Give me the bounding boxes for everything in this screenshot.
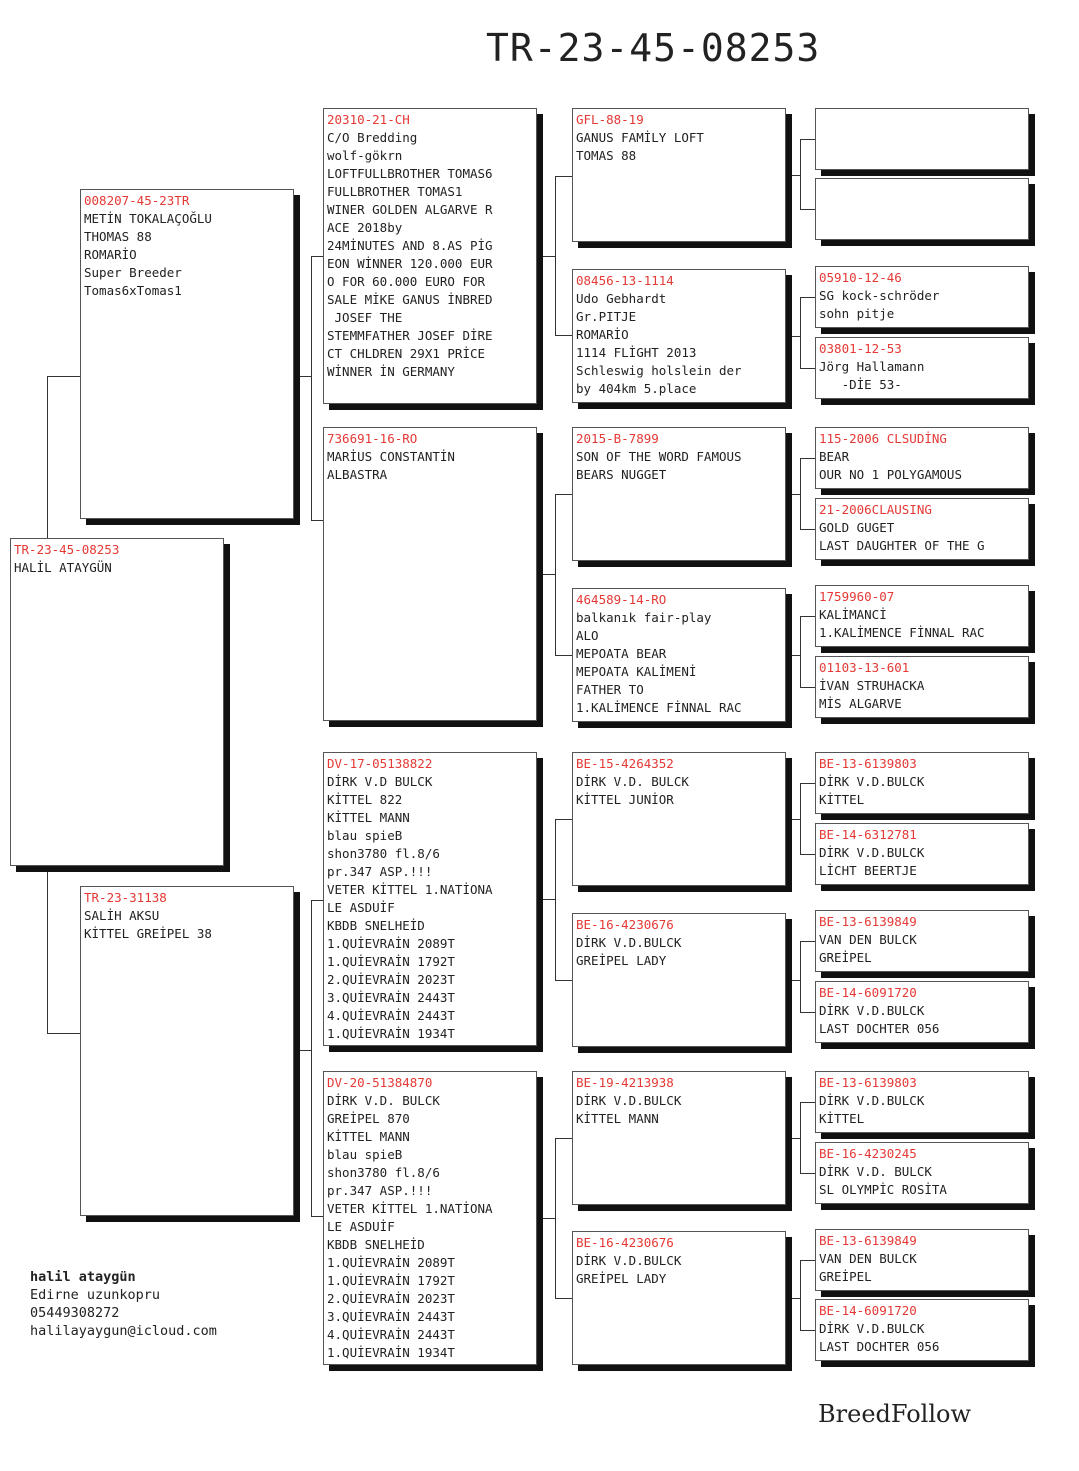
pedigree-card-dam-sire[interactable] xyxy=(323,752,537,1046)
pedigree-line: KİTTEL xyxy=(819,792,865,807)
connector-line xyxy=(800,529,815,530)
pedigree-line: FULLBROTHER TOMAS1 xyxy=(327,184,463,199)
pedigree-line: METİN TOKALAÇOĞLU xyxy=(84,211,212,226)
pedigree-line: EON WİNNER 120.000 EUR xyxy=(327,256,493,271)
pedigree-card-dam-sire-sire[interactable] xyxy=(572,752,786,886)
pedigree-line: 3.QUİEVRAİN 2443T xyxy=(327,1309,455,1324)
pedigree-line: C/O Bredding xyxy=(327,130,418,145)
connector-line xyxy=(555,655,572,656)
pedigree-line: KALİMANCİ xyxy=(819,607,887,622)
ring-number: BE-13-6139849 xyxy=(819,1233,917,1248)
pedigree-line: 1.QUİEVRAİN 2089T xyxy=(327,1255,455,1270)
pedigree-line: Gr.PITJE xyxy=(576,309,637,324)
ring-number: BE-13-6139849 xyxy=(819,914,917,929)
pedigree-line: 1.QUİEVRAİN 1792T xyxy=(327,954,455,969)
pedigree-line: SL OLYMPİC ROSİTA xyxy=(819,1182,947,1197)
pedigree-line: GOLD GUGET xyxy=(819,520,895,535)
connector-line xyxy=(792,175,800,176)
pedigree-line: STEMMFATHER JOSEF DİRE xyxy=(327,328,493,343)
pedigree-line: LE ASDUİF xyxy=(327,1219,395,1234)
brand-logo: BreedFollow xyxy=(818,1400,972,1428)
ring-number: 008207-45-23TR xyxy=(84,193,190,208)
pedigree-line: FATHER TO xyxy=(576,682,644,697)
pedigree-line: ALBASTRA xyxy=(327,467,388,482)
pedigree-line: VETER KİTTEL 1.NATİONA xyxy=(327,882,493,897)
connector-line xyxy=(800,297,801,368)
ring-number: TR-23-45-08253 xyxy=(14,542,120,557)
pedigree-card-sdss[interactable] xyxy=(815,427,1029,489)
connector-line xyxy=(800,1012,815,1013)
pedigree-card-dddd[interactable] xyxy=(815,1299,1029,1361)
pedigree-card-ssdd[interactable] xyxy=(815,337,1029,399)
pedigree-line: 4.QUİEVRAİN 2443T xyxy=(327,1008,455,1023)
connector-line xyxy=(800,1102,801,1173)
pedigree-line: SALİH AKSU xyxy=(84,908,160,923)
pedigree-line: DİRK V.D.BULCK xyxy=(819,1003,925,1018)
pedigree-line: DİRK V.D. BULCK xyxy=(327,1093,440,1108)
pedigree-card-dam-dam-sire[interactable] xyxy=(572,1071,786,1205)
pedigree-line: LAST DAUGHTER OF THE G xyxy=(819,538,985,553)
ring-number: 05910-12-46 xyxy=(819,270,902,285)
pedigree-line: 1.QUİEVRAİN 1934T xyxy=(327,1345,455,1360)
connector-line xyxy=(800,368,815,369)
connector-line xyxy=(311,256,323,257)
pedigree-line: ROMARİO xyxy=(576,327,629,342)
pedigree-card-ssds[interactable] xyxy=(815,266,1029,328)
pedigree-card-dssd[interactable] xyxy=(815,823,1029,885)
owner-phone: 05449308272 xyxy=(30,1305,120,1321)
pedigree-line: pr.347 ASP.!!! xyxy=(327,1183,433,1198)
pedigree-line: DİRK V.D.BULCK xyxy=(576,1093,682,1108)
connector-line xyxy=(555,1298,572,1299)
connector-line xyxy=(800,1102,815,1103)
ring-number: 21-2006CLAUSING xyxy=(819,502,932,517)
connector-line xyxy=(543,256,555,257)
pedigree-card-sire-sire[interactable] xyxy=(323,108,537,404)
owner-city: Edirne uzunkopru xyxy=(30,1287,161,1303)
pedigree-line: İVAN STRUHACKA xyxy=(819,678,925,693)
ring-number: 1759960-07 xyxy=(819,589,895,604)
pedigree-line: MEPOATA KALİMENİ xyxy=(576,664,697,679)
pedigree-line: SG kock-schröder xyxy=(819,288,940,303)
ring-number: BE-16-4230676 xyxy=(576,917,674,932)
connector-line xyxy=(800,458,815,459)
ring-number: 08456-13-1114 xyxy=(576,273,674,288)
pedigree-line: 1.QUİEVRAİN 1934T xyxy=(327,1026,455,1041)
connector-line xyxy=(800,941,801,1012)
ring-number: 03801-12-53 xyxy=(819,341,902,356)
pedigree-line: HALİL ATAYGÜN xyxy=(14,560,112,575)
pedigree-line: KİTTEL 822 xyxy=(327,792,403,807)
pedigree-line: BEAR xyxy=(819,449,850,464)
connector-line xyxy=(800,854,815,855)
connector-line xyxy=(555,819,572,820)
pedigree-line: DİRK V.D.BULCK xyxy=(576,1253,682,1268)
pedigree-line: 4.QUİEVRAİN 2443T xyxy=(327,1327,455,1342)
ring-number: DV-20-51384870 xyxy=(327,1075,433,1090)
pedigree-card-sssd[interactable] xyxy=(815,178,1029,240)
connector-line xyxy=(800,209,815,210)
pedigree-line: shon3780 fl.8/6 xyxy=(327,1165,440,1180)
ring-number: 115-2006 CLSUDİNG xyxy=(819,431,947,446)
owner-contact xyxy=(30,1268,217,1340)
pedigree-card-sire-sire-sire[interactable] xyxy=(572,108,786,242)
pedigree-line: VAN DEN BULCK xyxy=(819,932,917,947)
connector-line xyxy=(555,176,556,335)
pedigree-line: 2.QUİEVRAİN 2023T xyxy=(327,972,455,987)
pedigree-card-ddss[interactable] xyxy=(815,1071,1029,1133)
pedigree-line: WİNNER İN GERMANY xyxy=(327,364,455,379)
connector-line xyxy=(300,1050,311,1051)
connector-line xyxy=(792,1138,800,1139)
connector-line xyxy=(555,819,556,980)
pedigree-card-sire-sire-dam[interactable] xyxy=(572,269,786,403)
pedigree-line: 1.KALİMENCE FİNNAL RAC xyxy=(576,700,742,715)
pedigree-line: SALE MİKE GANUS İNBRED xyxy=(327,292,493,307)
pedigree-line: pr.347 ASP.!!! xyxy=(327,864,433,879)
ring-number: BE-14-6091720 xyxy=(819,1303,917,1318)
pedigree-card-dsss[interactable] xyxy=(815,752,1029,814)
connector-line xyxy=(800,783,815,784)
pedigree-line: JOSEF THE xyxy=(327,310,403,325)
connector-line xyxy=(792,980,800,981)
connector-line xyxy=(555,980,572,981)
connector-line xyxy=(311,520,323,521)
pedigree-line: LAST DOCHTER 056 xyxy=(819,1021,940,1036)
pedigree-line: 3.QUİEVRAİN 2443T xyxy=(327,990,455,1005)
pedigree-line: DİRK V.D.BULCK xyxy=(576,935,682,950)
connector-line xyxy=(800,458,801,529)
pedigree-line: GREİPEL xyxy=(819,950,872,965)
owner-name: halil ataygün xyxy=(30,1269,136,1285)
pedigree-line: shon3780 fl.8/6 xyxy=(327,846,440,861)
connector-line xyxy=(792,819,800,820)
pedigree-line: DİRK V.D.BULCK xyxy=(819,1321,925,1336)
connector-line xyxy=(555,176,572,177)
pedigree-line: DİRK V.D.BULCK xyxy=(819,774,925,789)
ring-number: 736691-16-RO xyxy=(327,431,418,446)
connector-line xyxy=(800,139,801,209)
pedigree-card-dam-dam-dam[interactable] xyxy=(572,1231,786,1365)
pedigree-line: LAST DOCHTER 056 xyxy=(819,1339,940,1354)
pedigree-line: KİTTEL MANN xyxy=(576,1111,659,1126)
connector-line xyxy=(543,899,555,900)
pedigree-line: SON OF THE WORD FAMOUS xyxy=(576,449,742,464)
connector-line xyxy=(555,494,556,655)
pedigree-line: KİTTEL xyxy=(819,1111,865,1126)
ring-number: BE-16-4230676 xyxy=(576,1235,674,1250)
pedigree-line: WINER GOLDEN ALGARVE R xyxy=(327,202,493,217)
pedigree-line: 1114 FLİGHT 2013 xyxy=(576,345,697,360)
connector-line xyxy=(311,900,312,1216)
pedigree-line: 1.QUİEVRAİN 2089T xyxy=(327,936,455,951)
pedigree-line: DİRK V.D.BULCK xyxy=(819,845,925,860)
pedigree-line: ROMARİO xyxy=(84,247,137,262)
pedigree-line: KİTTEL MANN xyxy=(327,810,410,825)
connector-line xyxy=(800,139,815,140)
pedigree-line: GREİPEL 870 xyxy=(327,1111,410,1126)
connector-line xyxy=(792,336,800,337)
connector-line xyxy=(47,376,80,377)
pedigree-card-sire-dam-sire[interactable] xyxy=(572,427,786,561)
connector-line xyxy=(800,1173,815,1174)
pedigree-line: 1.KALİMENCE FİNNAL RAC xyxy=(819,625,985,640)
pedigree-card-sdsd[interactable] xyxy=(815,498,1029,560)
pedigree-line: blau spieB xyxy=(327,1147,403,1162)
pedigree-line: DİRK V.D. BULCK xyxy=(576,774,689,789)
pedigree-line: KBDB SNELHEİD xyxy=(327,1237,425,1252)
pedigree-line: MARİUS CONSTANTİN xyxy=(327,449,455,464)
pedigree-line: ACE 2018by xyxy=(327,220,403,235)
pedigree-line: Jörg Hallamann xyxy=(819,359,925,374)
pedigree-line: TOMAS 88 xyxy=(576,148,637,163)
pedigree-line: wolf-gökrn xyxy=(327,148,403,163)
connector-line xyxy=(311,900,323,901)
pedigree-line: Super Breeder xyxy=(84,265,182,280)
pedigree-line: Tomas6xTomas1 xyxy=(84,283,182,298)
pedigree-line: MEPOATA BEAR xyxy=(576,646,667,661)
connector-line xyxy=(800,941,815,942)
connector-line xyxy=(555,494,572,495)
pedigree-line: by 404km 5.place xyxy=(576,381,697,396)
pedigree-line: balkanık fair-play xyxy=(576,610,712,625)
pedigree-card-subject[interactable] xyxy=(10,538,224,866)
pedigree-card-ddds[interactable] xyxy=(815,1229,1029,1291)
pedigree-line: 2.QUİEVRAİN 2023T xyxy=(327,1291,455,1306)
connector-line xyxy=(800,1260,815,1261)
connector-line xyxy=(800,783,801,854)
connector-line xyxy=(555,1138,556,1298)
pedigree-line: GREİPEL LADY xyxy=(576,1271,667,1286)
pedigree-line: O FOR 60.000 EURO FOR xyxy=(327,274,486,289)
pedigree-line: VETER KİTTEL 1.NATİONA xyxy=(327,1201,493,1216)
ring-number: 01103-13-601 xyxy=(819,660,910,675)
pedigree-line: LİCHT BEERTJE xyxy=(819,863,917,878)
ring-number: 464589-14-RO xyxy=(576,592,667,607)
pedigree-line: MİS ALGARVE xyxy=(819,696,902,711)
pedigree-line: KİTTEL MANN xyxy=(327,1129,410,1144)
ring-number: BE-14-6091720 xyxy=(819,985,917,1000)
pedigree-card-ddsd[interactable] xyxy=(815,1142,1029,1204)
pedigree-card-dsdd[interactable] xyxy=(815,981,1029,1043)
pedigree-card-sire-dam[interactable] xyxy=(323,427,537,721)
connector-line xyxy=(800,1260,801,1330)
pedigree-line: CT CHLDREN 29X1 PRİCE xyxy=(327,346,486,361)
ring-number: BE-14-6312781 xyxy=(819,827,917,842)
pedigree-line: 1.QUİEVRAİN 1792T xyxy=(327,1273,455,1288)
pedigree-card-sire[interactable] xyxy=(80,189,294,519)
pedigree-card-dam-dam[interactable] xyxy=(323,1071,537,1365)
pedigree-line: blau spieB xyxy=(327,828,403,843)
connector-line xyxy=(543,574,555,575)
connector-line xyxy=(800,687,815,688)
ring-number: 2015-B-7899 xyxy=(576,431,659,446)
owner-email: halilayaygun@icloud.com xyxy=(30,1323,217,1339)
pedigree-line: DİRK V.D. BULCK xyxy=(819,1164,932,1179)
connector-line xyxy=(555,1138,572,1139)
connector-line xyxy=(800,1330,815,1331)
connector-line xyxy=(800,297,815,298)
connector-line xyxy=(543,1218,555,1219)
ring-number: TR-23-31138 xyxy=(84,890,167,905)
pedigree-line: GREİPEL xyxy=(819,1269,872,1284)
connector-line xyxy=(792,494,800,495)
pedigree-line: LOFTFULLBROTHER TOMAS6 xyxy=(327,166,493,181)
connector-line xyxy=(555,335,572,336)
pedigree-line: 24MİNUTES AND 8.AS PİG xyxy=(327,238,493,253)
pedigree-card-dam-sire-dam[interactable] xyxy=(572,913,786,1047)
pedigree-line: KBDB SNELHEİD xyxy=(327,918,425,933)
pedigree-line: Udo Gebhardt xyxy=(576,291,667,306)
pedigree-title: TR-23-45-08253 xyxy=(486,26,821,70)
pedigree-line: KİTTEL JUNİOR xyxy=(576,792,674,807)
ring-number: DV-17-05138822 xyxy=(327,756,433,771)
pedigree-line: GANUS FAMİLY LOFT xyxy=(576,130,704,145)
pedigree-line: THOMAS 88 xyxy=(84,229,152,244)
connector-line xyxy=(47,1033,80,1034)
connector-line xyxy=(311,256,312,520)
ring-number: GFL-88-19 xyxy=(576,112,644,127)
pedigree-card-sdds[interactable] xyxy=(815,585,1029,647)
pedigree-line: DİRK V.D BULCK xyxy=(327,774,433,789)
ring-number: BE-15-4264352 xyxy=(576,756,674,771)
pedigree-line: VAN DEN BULCK xyxy=(819,1251,917,1266)
ring-number: BE-13-6139803 xyxy=(819,756,917,771)
pedigree-card-dam[interactable] xyxy=(80,886,294,1216)
connector-line xyxy=(300,376,311,377)
pedigree-line: BEARS NUGGET xyxy=(576,467,667,482)
pedigree-line: GREİPEL LADY xyxy=(576,953,667,968)
connector-line xyxy=(792,1298,800,1299)
pedigree-line: OUR NO 1 POLYGAMOUS xyxy=(819,467,962,482)
pedigree-line: -DİE 53- xyxy=(819,377,902,392)
pedigree-line: LE ASDUİF xyxy=(327,900,395,915)
connector-line xyxy=(792,655,800,656)
pedigree-card-sddd[interactable] xyxy=(815,656,1029,718)
pedigree-card-sire-dam-dam[interactable] xyxy=(572,588,786,722)
connector-line xyxy=(800,616,801,687)
connector-line xyxy=(311,1216,323,1217)
pedigree-line: KİTTEL GREİPEL 38 xyxy=(84,926,212,941)
pedigree-card-dsds[interactable] xyxy=(815,910,1029,972)
pedigree-line: sohn pitje xyxy=(819,306,895,321)
ring-number: BE-19-4213938 xyxy=(576,1075,674,1090)
pedigree-line: ALO xyxy=(576,628,599,643)
connector-line xyxy=(800,616,815,617)
ring-number: BE-13-6139803 xyxy=(819,1075,917,1090)
pedigree-card-ssss[interactable] xyxy=(815,108,1029,170)
ring-number: BE-16-4230245 xyxy=(819,1146,917,1161)
pedigree-line: Schleswig holslein der xyxy=(576,363,742,378)
pedigree-line: DİRK V.D.BULCK xyxy=(819,1093,925,1108)
ring-number: 20310-21-CH xyxy=(327,112,410,127)
